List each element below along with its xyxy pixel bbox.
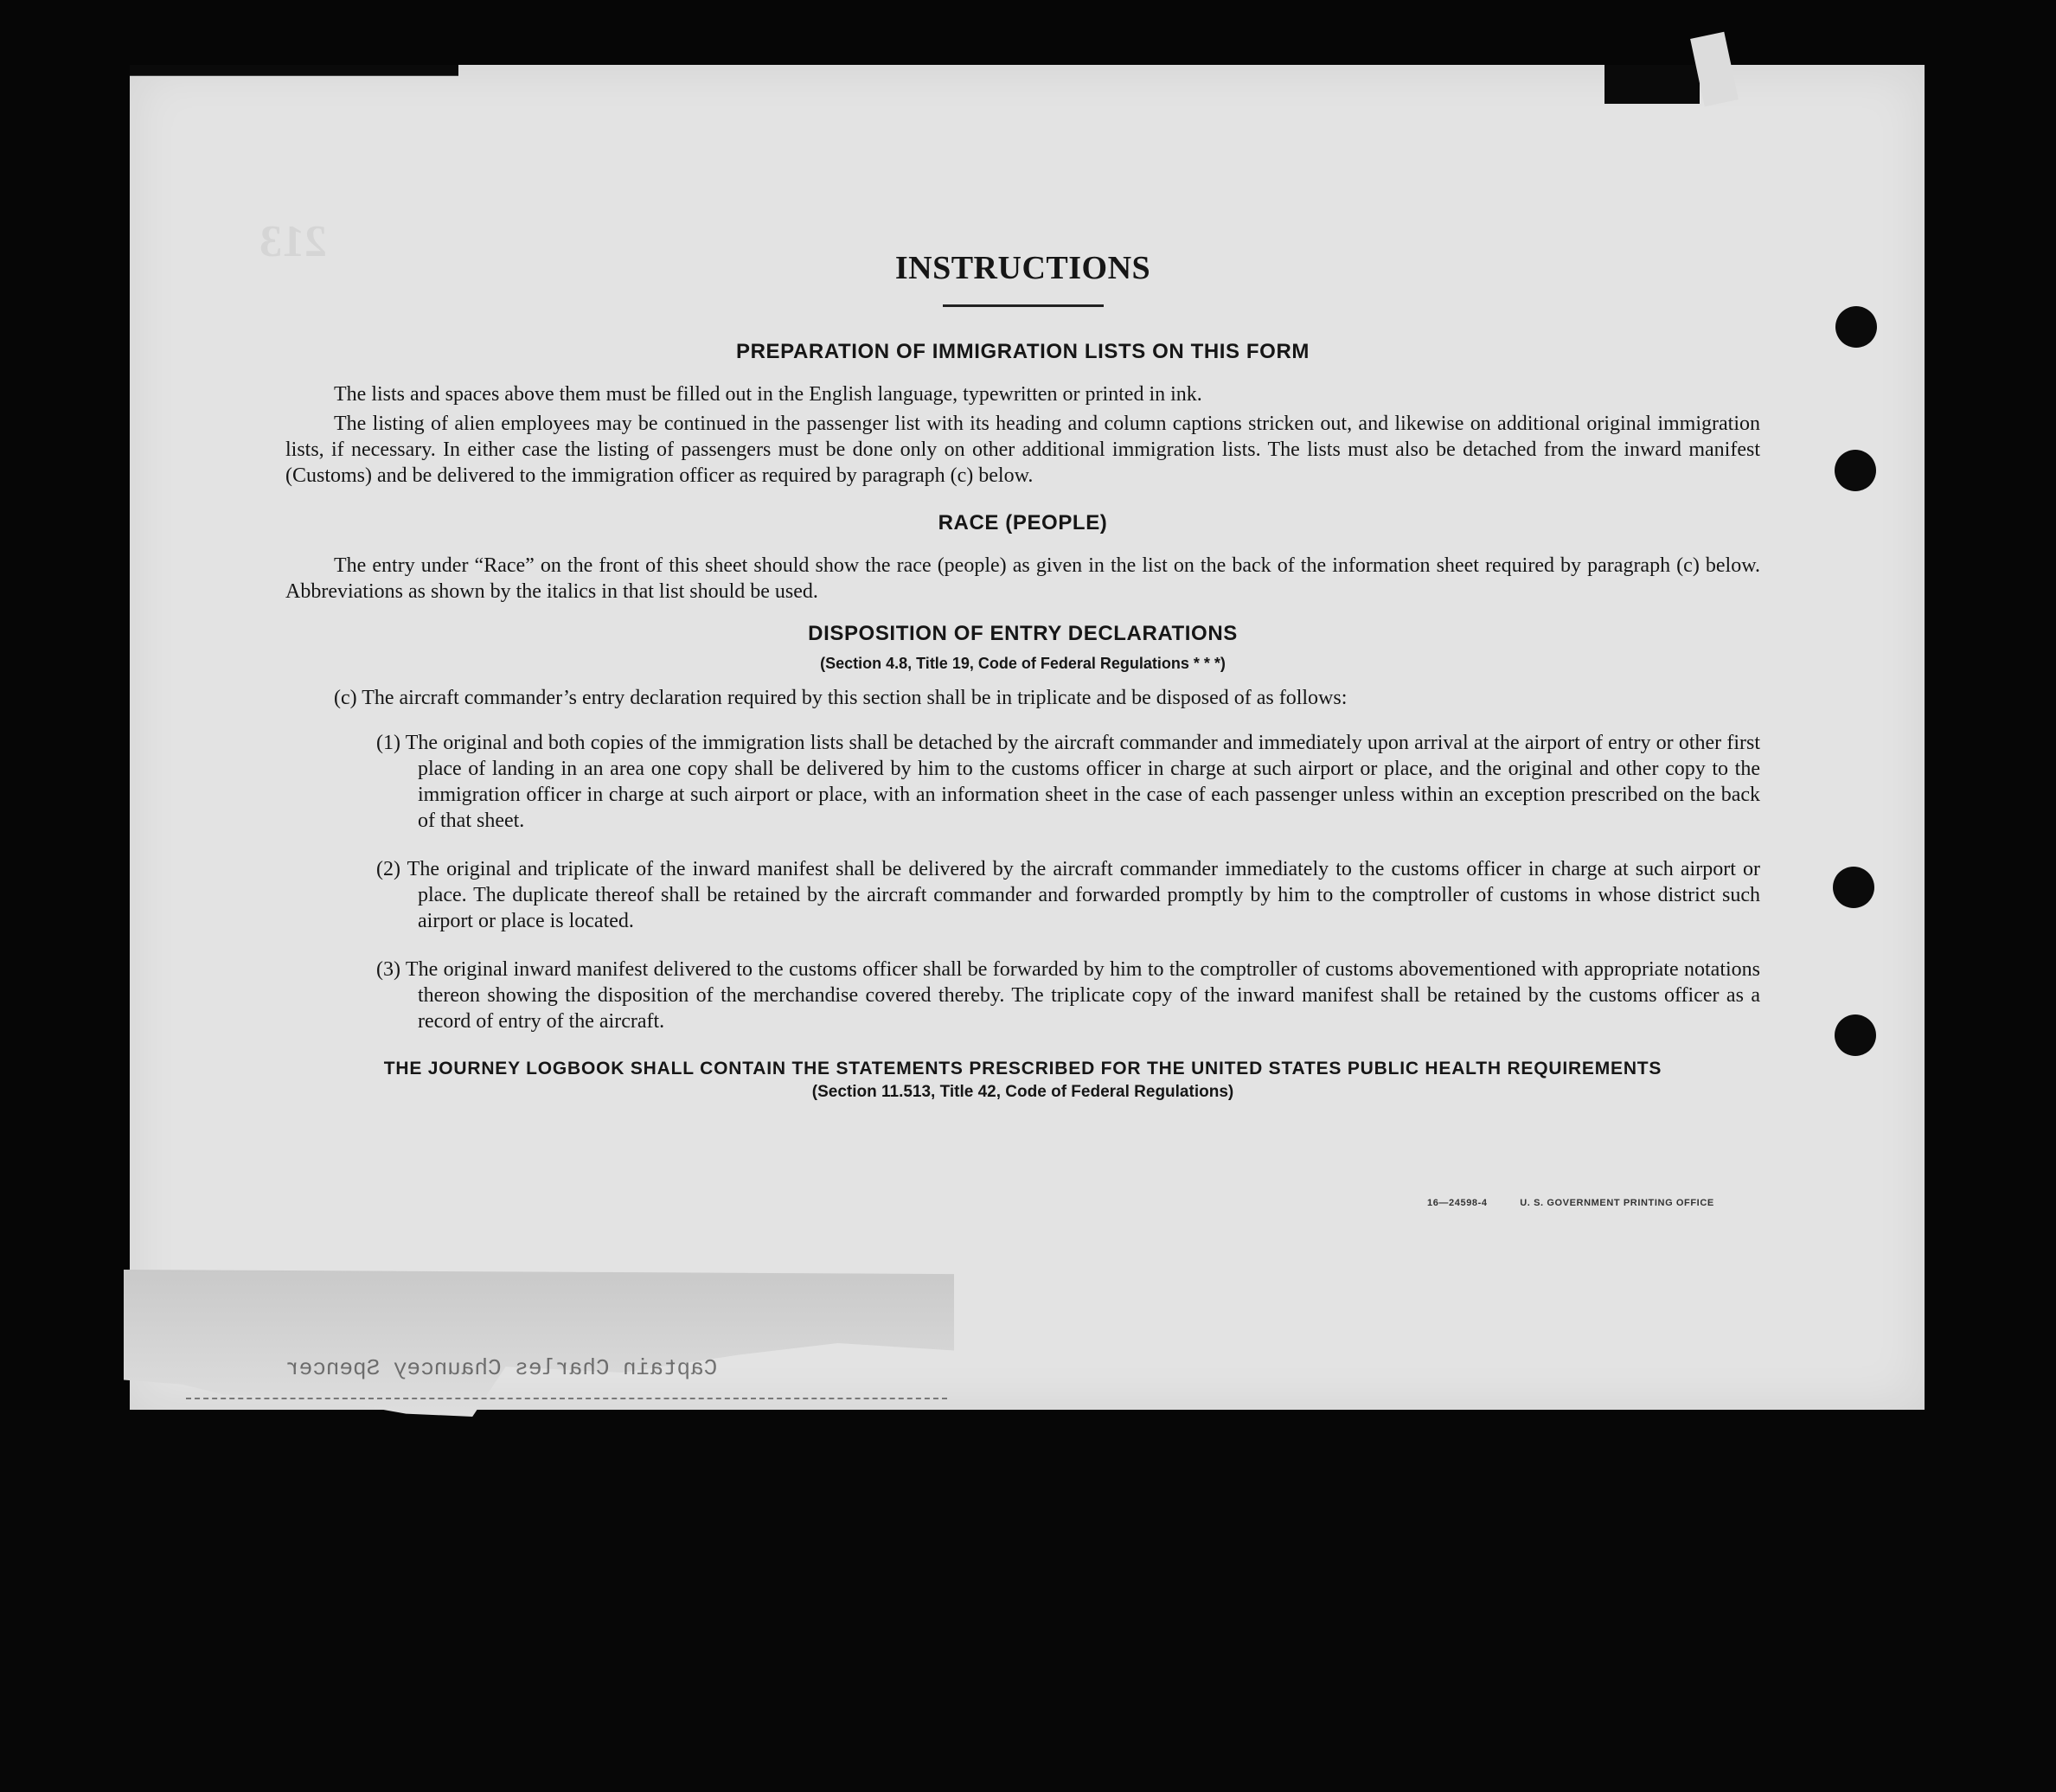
- perforation-line: [186, 1398, 947, 1399]
- paragraph: The entry under “Race” on the front of this sheet should show the race (people) as given in the list on the back of the information sheet required by paragraph (c) below. Abbreviations as shown by the italics in that list should be used.: [285, 554, 1760, 603]
- punch-hole: [1835, 1014, 1876, 1056]
- section-heading-race: RACE (PEOPLE): [938, 511, 1108, 534]
- page-title: INSTRUCTIONS: [894, 250, 1151, 286]
- footer-citation: (Section 11.513, Title 42, Code of Federal Regulations): [811, 1083, 1234, 1101]
- list-item: (2) The original and triplicate of the inward manifest shall be delivered by the aircraft commander immediately to the customs officer in charge at such airport or place. The duplicate thereof shall be retained by the aircraft commander and forwarded promptly by him to the comptroller of customs in whose district such airport or place is located.: [376, 858, 1760, 932]
- list-item: (1) The original and both copies of the immigration lists shall be detached by the aircraft commander and immediately upon arrival at the airport of entry or other first place of landing in an area one copy shall be delivered by him to the customs officer in charge at such airport or place, and the original and other copy to the immigration officer in charge at such airport or place, with an information sheet in the case of each passenger unless within an exception prescribed on the back of that sheet.: [376, 732, 1760, 832]
- title-divider: [943, 304, 1104, 307]
- footer-statement: THE JOURNEY LOGBOOK SHALL CONTAIN THE STATEMENTS PRESCRIBED FOR THE UNITED STATES PUBLIC HEALTH REQUIREMENTS: [383, 1059, 1662, 1078]
- punch-hole: [1833, 867, 1874, 908]
- section-citation: (Section 4.8, Title 19, Code of Federal Regulations * * *): [820, 655, 1226, 672]
- bleed-through-number: 213: [259, 217, 327, 266]
- torn-edge-top-left: [130, 65, 458, 89]
- torn-edge-top-right: [1604, 65, 1700, 104]
- printing-office: U. S. GOVERNMENT PRINTING OFFICE: [1520, 1198, 1714, 1208]
- instructions-document: [285, 242, 1760, 1102]
- mirrored-signature: Captain Charles Chauncey Spencer: [285, 1355, 718, 1381]
- printer-imprint: [1427, 1198, 1714, 1208]
- section-heading-preparation: PREPARATION OF IMMIGRATION LISTS ON THIS FORM: [736, 340, 1310, 363]
- paragraph: The listing of alien employees may be continued in the passenger list with its heading and column captions stricken out, and likewise on additional original immigration lists, if necessary. In either case the listing of passengers must be done only on other additional immigration lists. The lists must also be detached from the inward manifest (Customs) and be delivered to the immigration officer as required by paragraph (c) below.: [285, 413, 1760, 487]
- section-heading-disposition: DISPOSITION OF ENTRY DECLARATIONS: [808, 622, 1238, 645]
- list-item: (3) The original inward manifest delivered to the customs officer shall be forwarded by him to the comptroller of customs abovementioned with appropriate notations thereon showing the disposition of the merchandise covered thereby. The triplicate copy of the inward manifest shall be retained by the customs officer as a record of entry of the aircraft.: [376, 958, 1760, 1033]
- punch-hole: [1835, 450, 1876, 491]
- form-code: 16—24598-4: [1427, 1198, 1488, 1208]
- scan-background-bottom: [0, 1410, 2056, 1792]
- paragraph: The lists and spaces above them must be filled out in the English language, typewritten or printed in ink.: [334, 383, 1202, 406]
- paragraph-c: (c) The aircraft commander’s entry declaration required by this section shall be in triplicate and be disposed of as follows:: [334, 687, 1348, 709]
- punch-hole: [1835, 306, 1877, 348]
